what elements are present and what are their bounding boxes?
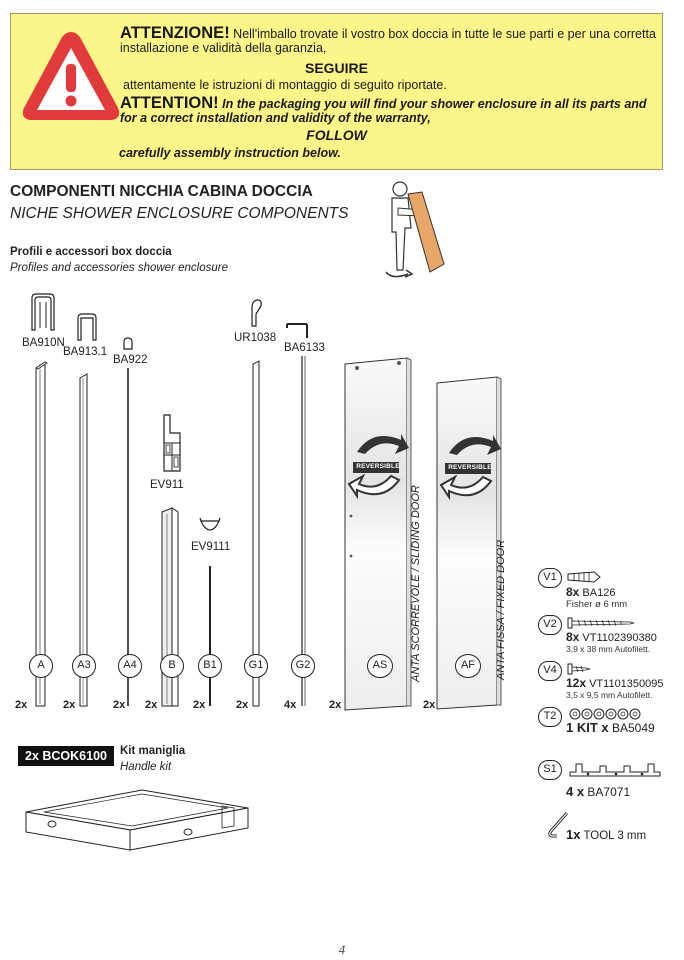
profile-qty: 2x xyxy=(145,699,158,711)
profile-letter: A4 xyxy=(118,654,142,678)
door-qty: 2x xyxy=(423,699,436,711)
profile-letter: G1 xyxy=(244,654,268,678)
section-sub-it: Profili e accessori box doccia xyxy=(10,246,172,258)
section-title-en: NICHE SHOWER ENCLOSURE COMPONENTS xyxy=(10,205,349,222)
handle-kit-illustration xyxy=(22,782,252,852)
hardware-code: T2 xyxy=(538,707,562,727)
profile-qty: 2x xyxy=(15,699,28,711)
profile-code: BA913.1 xyxy=(63,346,108,358)
hardware-desc: Fisher ø 6 mm xyxy=(566,599,628,610)
hardware-qty-ref: 8x BA126 xyxy=(566,585,616,599)
hardware-code: V2 xyxy=(538,615,562,635)
warning-seguire: SEGUIRE xyxy=(304,60,368,76)
warning-en-title: ATTENTION! xyxy=(120,94,219,112)
door-label: ANTA FISSA / FIXED DOOR xyxy=(495,539,507,680)
door-letter: AF xyxy=(455,654,481,678)
hardware-qty-ref: 1x TOOL 3 mm xyxy=(566,827,647,842)
hardware-qty-ref: 8x VT1102390380 xyxy=(566,630,657,644)
hardware-qty-ref: 4 x BA7071 xyxy=(566,784,631,799)
hardware-code: V4 xyxy=(538,661,562,681)
profile-code: BA6133 xyxy=(284,342,325,354)
profile-code: BA922 xyxy=(113,354,148,366)
profile-code: BA910N xyxy=(22,337,65,349)
warning-en-text: ATTENTION! In the packaging you will find your shower enclosure in all its parts and for a correct installation and validity of the warranty, xyxy=(120,94,647,125)
handle-kit-title-en: Handle kit xyxy=(120,761,172,773)
profile-code: UR1038 xyxy=(234,332,277,344)
profile-letter: B1 xyxy=(198,654,222,678)
hardware-desc: 3,5 x 9,5 mm Autofilett. xyxy=(566,690,653,700)
handle-kit-badge: 2x BCOK6100 xyxy=(18,746,114,766)
warning-it-text2: attentamente le istruzioni di montaggio di seguito riportate. xyxy=(123,78,447,92)
profile-letter: B xyxy=(160,654,184,678)
bracket-icon xyxy=(566,760,664,782)
wall-plug-icon xyxy=(566,570,602,584)
page-number: 4 xyxy=(338,942,346,957)
door-reversible-badge: REVERSIBLE xyxy=(356,463,400,470)
profile-letter: A3 xyxy=(72,654,96,678)
section-sub-en: Profiles and accessories shower enclosure xyxy=(10,262,228,274)
seal-kit-icon xyxy=(568,707,648,721)
door-reversible-badge: REVERSIBLE xyxy=(448,464,492,471)
profile-qty: 4x xyxy=(284,699,297,711)
door-label: ANTA SCORREVOLE / SLIDING DOOR xyxy=(410,485,422,682)
handle-kit-title-it: Kit maniglia xyxy=(120,745,186,757)
warning-en-text2: carefully assembly instruction below. xyxy=(119,146,341,160)
hardware-qty-ref: 12x VT1101350095 xyxy=(566,676,664,690)
profile-code: EV911 xyxy=(150,479,184,491)
profile-qty: 2x xyxy=(193,699,206,711)
hardware-qty-ref: 1 KIT x BA5049 xyxy=(566,720,655,735)
warning-it-text: ATTENZIONE! Nell'imballo trovate il vostro box doccia in tutte le sue parti e per una corretta installazione e validità della garanzia, xyxy=(120,24,656,55)
profile-qty: 2x xyxy=(63,699,76,711)
profile-qty: 2x xyxy=(113,699,126,711)
section-title-it: COMPONENTI NICCHIA CABINA DOCCIA xyxy=(10,183,313,200)
screw-short-icon xyxy=(566,663,592,675)
door-qty: 2x xyxy=(329,699,342,711)
hardware-code: V1 xyxy=(538,568,562,588)
door-letter: AS xyxy=(367,654,393,678)
warning-follow: FOLLOW xyxy=(306,127,367,143)
profile-letter: G2 xyxy=(291,654,315,678)
profile-code: EV9111 xyxy=(191,541,231,553)
screw-long-icon xyxy=(566,617,636,629)
profile-letter: A xyxy=(29,654,53,678)
hardware-desc: 3,9 x 38 mm Autofilett. xyxy=(566,644,651,654)
profile-qty: 2x xyxy=(236,699,249,711)
hardware-code: S1 xyxy=(538,760,562,780)
warning-it-title: ATTENZIONE! xyxy=(120,24,230,42)
